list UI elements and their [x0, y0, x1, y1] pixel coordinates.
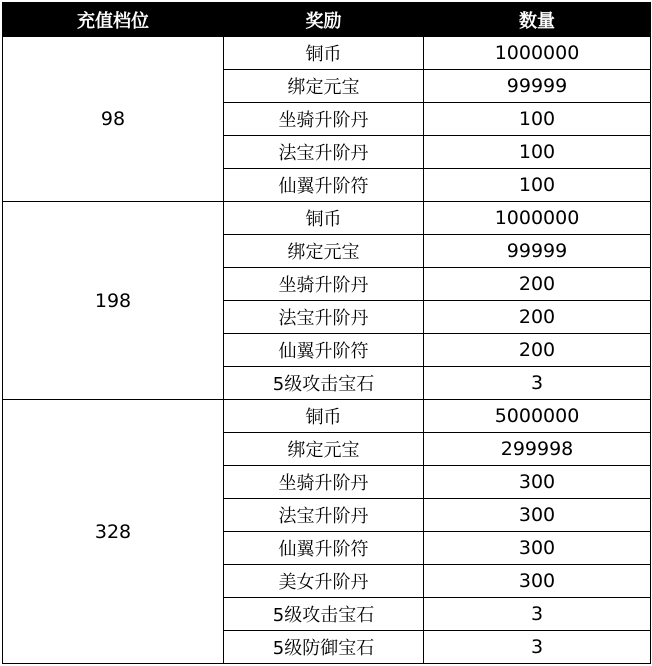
reward-quantity-cell: 300: [424, 466, 651, 499]
tier-amount-cell: 328: [3, 400, 224, 664]
reward-quantity-cell: 200: [424, 334, 651, 367]
reward-quantity-cell: 1000000: [424, 202, 651, 235]
reward-name-cell: 5级攻击宝石: [224, 367, 424, 400]
reward-name-cell: 绑定元宝: [224, 433, 424, 466]
reward-name-cell: 法宝升阶丹: [224, 136, 424, 169]
reward-name-cell: 铜币: [224, 202, 424, 235]
reward-name-cell: 仙翼升阶符: [224, 532, 424, 565]
reward-name-cell: 5级攻击宝石: [224, 598, 424, 631]
header-tier: 充值档位: [3, 3, 224, 37]
reward-quantity-cell: 100: [424, 169, 651, 202]
reward-quantity-cell: 3: [424, 598, 651, 631]
reward-name-cell: 坐骑升阶丹: [224, 268, 424, 301]
reward-quantity-cell: 5000000: [424, 400, 651, 433]
reward-quantity-cell: 99999: [424, 70, 651, 103]
tier-amount-cell: 98: [3, 37, 224, 202]
table-row: [3, 400, 651, 433]
reward-quantity-cell: 299998: [424, 433, 651, 466]
reward-table: [2, 2, 651, 664]
table-body: [3, 37, 651, 664]
reward-name-cell: 仙翼升阶符: [224, 334, 424, 367]
reward-name-cell: 坐骑升阶丹: [224, 466, 424, 499]
reward-quantity-cell: 300: [424, 532, 651, 565]
reward-name-cell: 5级防御宝石: [224, 631, 424, 664]
header-row: [3, 3, 651, 37]
reward-name-cell: 绑定元宝: [224, 235, 424, 268]
reward-quantity-cell: 100: [424, 103, 651, 136]
tier-amount-cell: 198: [3, 202, 224, 400]
reward-name-cell: 仙翼升阶符: [224, 169, 424, 202]
reward-quantity-cell: 200: [424, 301, 651, 334]
table-header: [3, 3, 651, 37]
reward-quantity-cell: 300: [424, 565, 651, 598]
reward-name-cell: 美女升阶丹: [224, 565, 424, 598]
reward-name-cell: 法宝升阶丹: [224, 499, 424, 532]
reward-quantity-cell: 99999: [424, 235, 651, 268]
reward-quantity-cell: 300: [424, 499, 651, 532]
reward-name-cell: 铜币: [224, 37, 424, 70]
reward-name-cell: 法宝升阶丹: [224, 301, 424, 334]
header-quantity: 数量: [424, 3, 651, 37]
table-row: [3, 202, 651, 235]
reward-quantity-cell: 3: [424, 631, 651, 664]
table-row: [3, 37, 651, 70]
reward-name-cell: 绑定元宝: [224, 70, 424, 103]
reward-quantity-cell: 200: [424, 268, 651, 301]
reward-name-cell: 坐骑升阶丹: [224, 103, 424, 136]
reward-quantity-cell: 3: [424, 367, 651, 400]
reward-quantity-cell: 100: [424, 136, 651, 169]
reward-quantity-cell: 1000000: [424, 37, 651, 70]
header-reward: 奖励: [224, 3, 424, 37]
reward-name-cell: 铜币: [224, 400, 424, 433]
